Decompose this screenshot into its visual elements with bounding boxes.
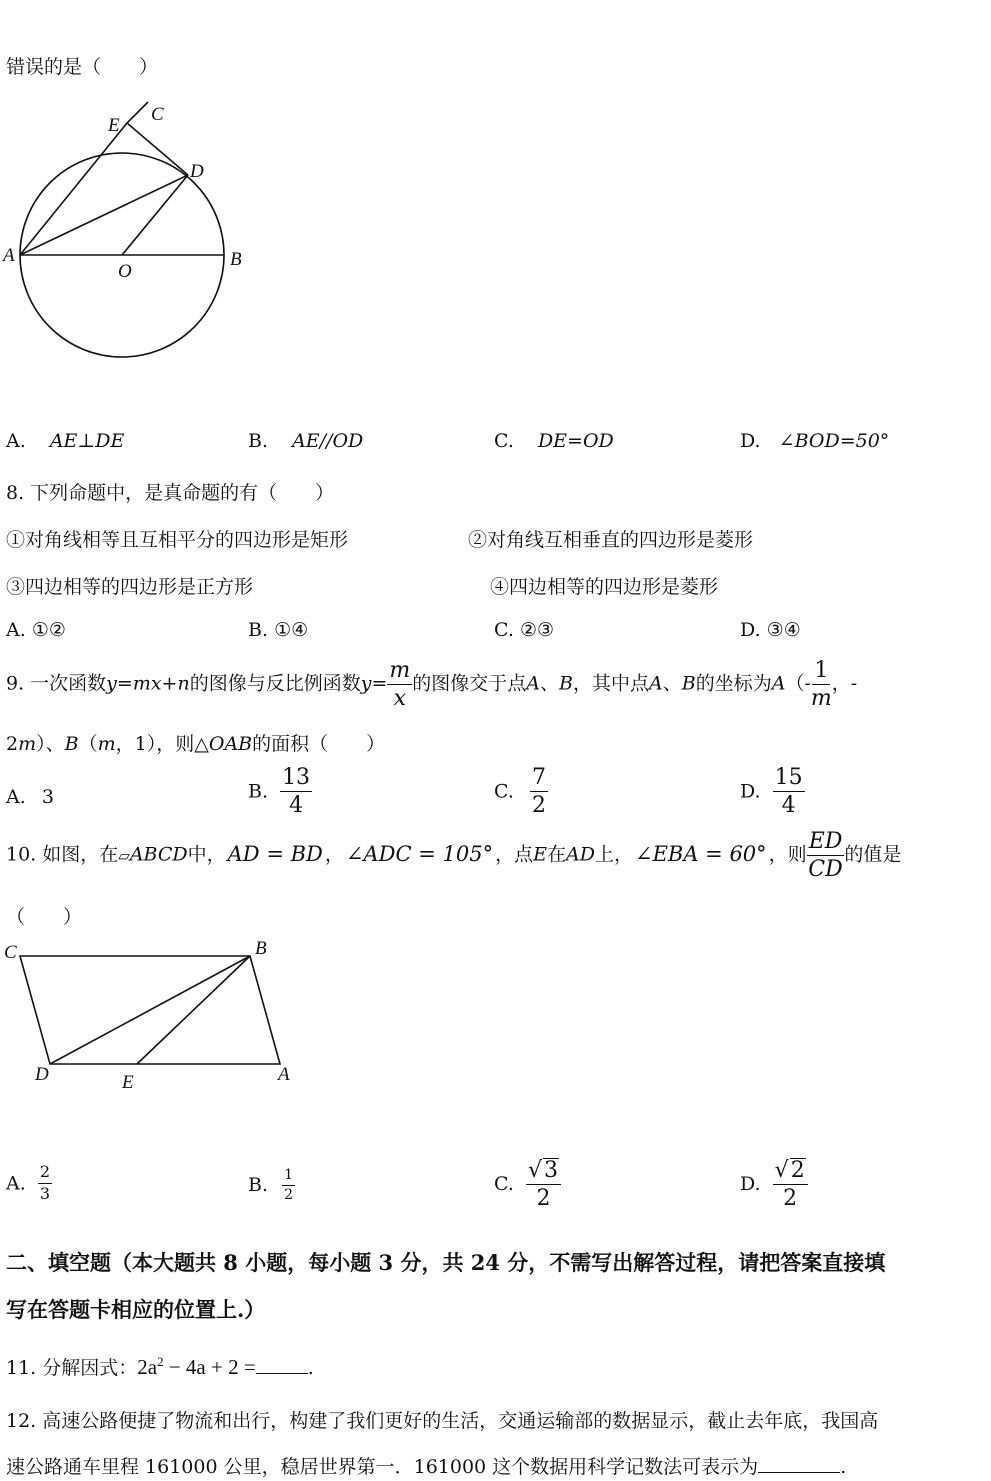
q9-linear: y=mx+n <box>106 672 190 695</box>
option-letter: D. <box>740 780 761 803</box>
option-fraction <box>280 766 312 817</box>
frac-den: 3 <box>39 1183 50 1203</box>
q7-option-d[interactable] <box>740 430 889 452</box>
label-d: D <box>35 1064 49 1085</box>
q9-option-d[interactable] <box>740 766 805 817</box>
option-fraction <box>773 1158 808 1210</box>
q10-eq-angle-eba: ∠EBA = 60° <box>634 841 767 866</box>
q11-expression <box>137 1355 255 1379</box>
q11 <box>6 1353 314 1380</box>
segment-ae <box>20 123 127 255</box>
q12-end: . <box>840 1456 847 1478</box>
option-text: DE=OD <box>537 430 614 452</box>
option-text: ∠BOD=50° <box>778 430 890 452</box>
q9-point-b: B <box>64 733 79 755</box>
q10-eq-angle-adc: ∠ADC = 105° <box>345 841 494 866</box>
q9-text: ，- <box>831 672 858 695</box>
option-letter: A. <box>6 1172 26 1195</box>
sqrt-symbol: √ <box>527 1158 542 1183</box>
q9-option-a[interactable] <box>6 786 54 808</box>
segment-be <box>137 956 250 1064</box>
frac-num: 3 <box>543 1158 558 1183</box>
q7-option-b[interactable] <box>248 430 363 452</box>
option-letter: B. <box>248 430 269 452</box>
q9-text: ）、 <box>36 733 65 755</box>
q8-statement-4: ④四边相等的四边形是菱形 <box>490 576 719 598</box>
option-text: 3 <box>41 786 54 808</box>
frac-den: m <box>810 686 832 712</box>
q10-option-a[interactable] <box>6 1164 52 1203</box>
label-e: E <box>122 1072 134 1093</box>
q8-option-a[interactable] <box>6 619 66 641</box>
frac-num: 1 <box>812 659 830 685</box>
q7-stem-tail: 错误的是（ ） <box>6 56 159 78</box>
q8-statement-2: ②对角线互相垂直的四边形是菱形 <box>468 529 754 551</box>
expr-part: − 4a + 2 = <box>163 1355 256 1379</box>
q9-option-c[interactable] <box>494 766 548 817</box>
segment-ec <box>127 102 148 123</box>
expr-part: 2a <box>137 1355 158 1379</box>
q10-text: 上， <box>594 843 633 866</box>
q9-point-b: B <box>559 672 573 695</box>
q10-abcd: ABCD <box>129 843 188 866</box>
frac-den: 2 <box>531 793 546 819</box>
q8-stem: 8. 下列命题中，是真命题的有（ ） <box>6 482 335 504</box>
q9-text: ，1），则 <box>115 733 195 755</box>
q8-statement-1: ①对角线相等且互相平分的四边形是矩形 <box>6 529 349 551</box>
q12-answer-blank[interactable] <box>758 1472 840 1473</box>
option-text: ①② <box>31 619 66 641</box>
frac-num: 1 <box>282 1168 295 1186</box>
q10-option-b[interactable] <box>248 1168 295 1202</box>
frac-num: 7 <box>530 766 548 792</box>
option-letter: B. <box>248 780 269 803</box>
label-e: E <box>108 115 120 136</box>
q7-option-a[interactable] <box>6 430 124 452</box>
option-letter: D. <box>740 430 761 452</box>
option-fraction <box>530 766 548 817</box>
q7-circle-figure <box>0 95 260 375</box>
q9-text: 的面积（ ） <box>252 733 386 755</box>
q9-point-a: A <box>771 672 786 695</box>
q9-text: 、 <box>662 672 682 695</box>
q9-point-b: B <box>681 672 696 695</box>
label-o: O <box>118 261 132 282</box>
q10-parallelogram-figure <box>0 936 300 1096</box>
q9-var-m: m <box>18 733 37 755</box>
option-text: AE⊥DE <box>49 430 125 452</box>
q9-y-eq: y= <box>360 672 388 695</box>
q10-option-d[interactable] <box>740 1158 808 1210</box>
option-fraction <box>282 1168 295 1202</box>
option-letter: B. <box>248 1174 269 1197</box>
triangle-symbol: △ <box>194 733 209 755</box>
frac-den: CD <box>808 857 843 883</box>
q9-var-m: m <box>97 733 116 755</box>
frac-den: 2 <box>783 1186 798 1212</box>
frac-den: 2 <box>536 1186 551 1212</box>
q9-option-b[interactable] <box>248 766 312 817</box>
expr-exponent: 2 <box>157 1354 164 1369</box>
option-text: ③④ <box>766 619 801 641</box>
label-a: A <box>278 1064 290 1085</box>
option-letter: C. <box>494 430 514 452</box>
option-fraction <box>773 766 805 817</box>
q9-coord-fraction <box>811 659 832 710</box>
option-text: ②③ <box>519 619 555 641</box>
label-a: A <box>3 245 15 266</box>
q9-inverse-fraction <box>387 659 412 710</box>
segment-ed <box>127 123 188 175</box>
q9-point-a: A <box>526 672 541 695</box>
q11-prefix: 11. 分解因式： <box>6 1357 138 1379</box>
q8-option-c[interactable] <box>494 619 554 641</box>
label-b: B <box>230 249 242 270</box>
option-fraction <box>38 1164 52 1203</box>
q9-triangle-oab: OAB <box>208 733 253 755</box>
q9-text: 2 <box>6 733 19 755</box>
option-letter: A. <box>6 619 26 641</box>
segment-bd <box>50 956 250 1064</box>
q12-line1: 12. 高速公路便捷了物流和出行，构建了我们更好的生活，交通运输部的数据显示，截止去年底，我国高 <box>6 1410 879 1432</box>
q10-text: 10. 如图，在 <box>6 843 119 866</box>
section-2-heading-line1: 二、填空题（本大题共 8 小题，每小题 3 分，共 24 分，不需写出解答过程，请把答案直接填 <box>6 1250 886 1275</box>
q10-text: 中， <box>187 843 226 866</box>
q9-text: 的图像与反比例函数 <box>189 672 361 695</box>
label-c: C <box>151 104 164 125</box>
q9-text: （ <box>78 733 98 755</box>
q10-text: ，则 <box>768 843 807 866</box>
option-letter: A. <box>6 786 26 808</box>
q10-text: ， <box>324 843 344 866</box>
q9-stem-line2 <box>6 729 385 756</box>
q12-line2 <box>6 1452 846 1479</box>
label-b: B <box>255 938 267 959</box>
frac-num: 15 <box>773 766 805 792</box>
option-letter: C. <box>494 780 514 803</box>
option-text: ①④ <box>274 619 309 641</box>
frac-den: x <box>393 686 407 712</box>
frac-num: 2 <box>38 1164 52 1184</box>
q10-ratio-fraction <box>807 830 845 881</box>
option-letter: D. <box>740 1173 761 1196</box>
q9-text: 、 <box>540 672 560 695</box>
parallelogram-symbol: ▱ <box>118 846 130 865</box>
section-2-heading-line2: 写在答题卡相应的位置上.） <box>6 1297 266 1322</box>
option-letter: C. <box>494 1173 514 1196</box>
option-letter: A. <box>6 430 26 452</box>
option-letter: B. <box>248 619 269 641</box>
segment-od <box>122 175 188 255</box>
q12-text: 速公路通车里程 161000 公里，稳居世界第一．161000 这个数据用科学记数法可表示为 <box>6 1456 759 1478</box>
q11-answer-blank[interactable] <box>256 1373 308 1374</box>
frac-den: 2 <box>284 1186 293 1203</box>
option-fraction <box>526 1158 561 1210</box>
q8-option-d[interactable] <box>740 619 801 641</box>
q9-text: （- <box>785 672 811 695</box>
q10-text: ，点 <box>495 843 534 866</box>
q9-stem-line1 <box>6 659 857 710</box>
frac-num: 2 <box>790 1158 805 1183</box>
frac-num: m <box>387 659 412 685</box>
q10-stem-line1 <box>6 830 901 881</box>
q10-point-e: E <box>533 843 547 866</box>
sqrt-symbol: √ <box>774 1158 789 1183</box>
q7-option-c[interactable] <box>494 430 614 452</box>
frac-num: ED <box>807 830 845 856</box>
q10-eq-ad-bd: AD = BD <box>227 841 323 866</box>
q8-statement-3: ③四边相等的四边形是正方形 <box>6 576 254 598</box>
q10-segment-ad: AD <box>565 843 595 866</box>
q9-text: ，其中点 <box>573 672 650 695</box>
option-letter: D. <box>740 619 761 641</box>
frac-den: 4 <box>289 793 304 819</box>
q10-text: 在 <box>546 843 566 866</box>
q10-option-c[interactable] <box>494 1158 561 1210</box>
q8-option-b[interactable] <box>248 619 308 641</box>
q11-end: . <box>307 1357 314 1379</box>
label-c: C <box>4 942 17 963</box>
option-text: AE//OD <box>292 430 364 452</box>
q9-text: 的图像交于点 <box>412 672 527 695</box>
q9-text: 的坐标为 <box>695 672 772 695</box>
q9-text: 9. 一次函数 <box>6 672 107 695</box>
frac-den: 4 <box>781 793 796 819</box>
q9-point-a: A <box>649 672 663 695</box>
frac-num: 13 <box>280 766 312 792</box>
label-d: D <box>190 161 204 182</box>
option-letter: C. <box>494 619 514 641</box>
q10-paren: （ ） <box>6 906 83 928</box>
q10-text: 的值是 <box>844 843 902 866</box>
